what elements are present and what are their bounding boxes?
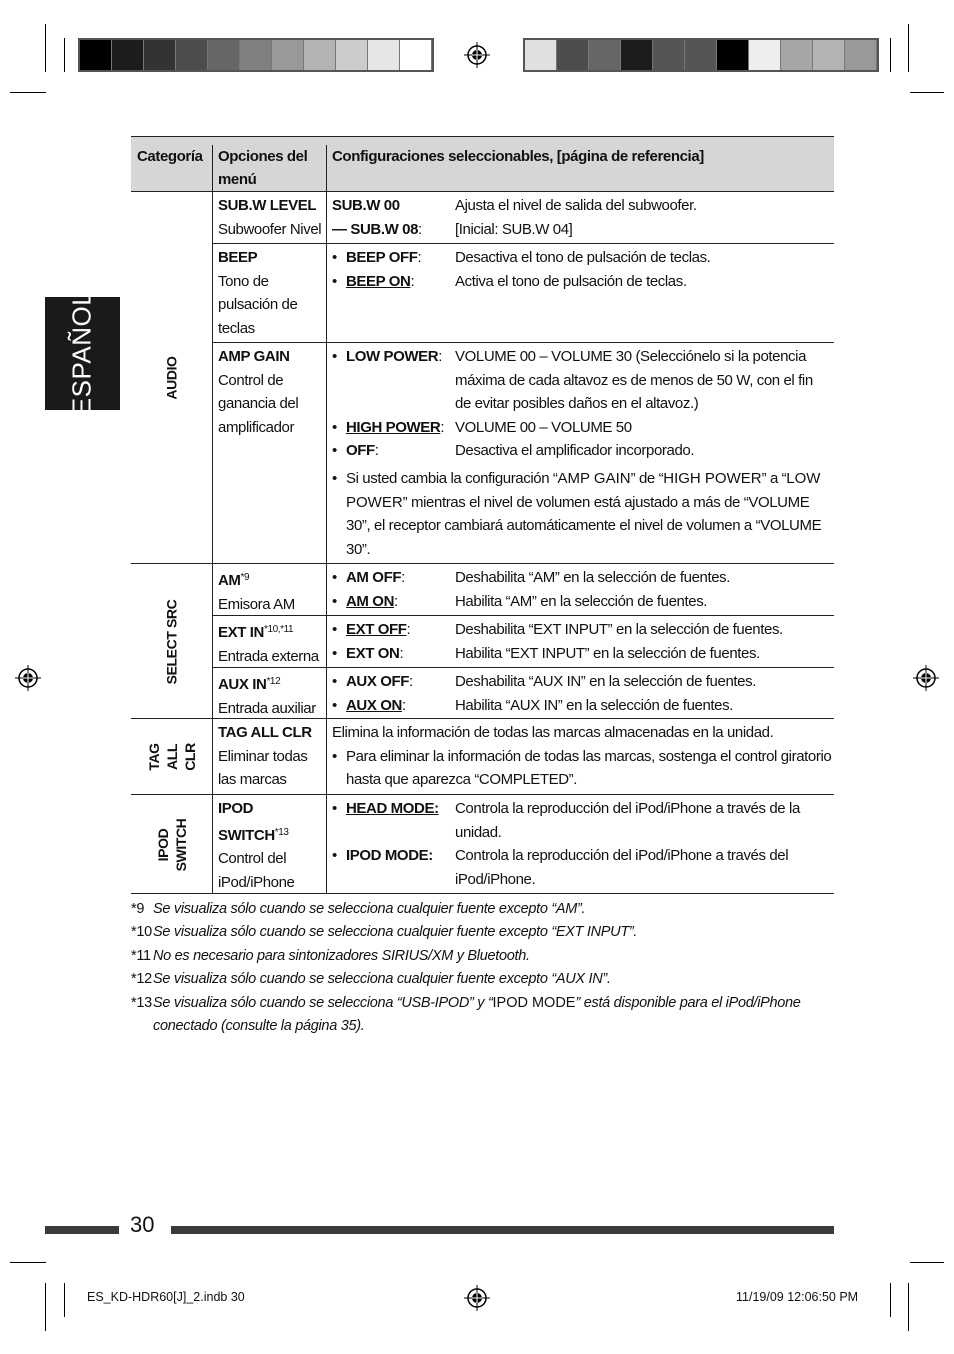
category-ipod-switch: IPOD SWITCH bbox=[154, 818, 189, 871]
color-swatch bbox=[144, 40, 176, 70]
footnote: *12Se visualiza sólo cuando se selecciona cualquier fuente excepto “AUX IN”. bbox=[131, 971, 611, 988]
option-subtitle: Control de ganancia del amplificador bbox=[218, 371, 299, 436]
slug-file: ES_KD-HDR60[J]_2.indb 30 bbox=[87, 1290, 245, 1304]
option-title: BEEP bbox=[218, 249, 258, 266]
category-tag-all-clr: TAG ALL CLR bbox=[145, 743, 198, 771]
color-swatch bbox=[813, 40, 845, 70]
color-swatch bbox=[557, 40, 589, 70]
option-title: AM bbox=[218, 572, 241, 589]
color-swatch bbox=[525, 40, 557, 70]
page-rule-left bbox=[45, 1226, 119, 1234]
table-row: BEEP Tono de pulsación de teclas • BEEP OFF: Desactiva el tono de pulsación de teclas. • BEEP ON: Activa el tono de pulsación de teclas. bbox=[213, 244, 834, 343]
color-swatch bbox=[400, 40, 432, 70]
color-swatch bbox=[653, 40, 685, 70]
color-swatch bbox=[240, 40, 272, 70]
option-title: IPOD SWITCH$^{*13}$ bbox=[218, 800, 289, 844]
registration-mark-icon bbox=[15, 665, 41, 691]
color-swatch bbox=[272, 40, 304, 70]
settings-table bbox=[131, 136, 834, 894]
header-settings: Configuraciones seleccionables, [página de referencia] bbox=[332, 148, 704, 165]
color-swatch bbox=[176, 40, 208, 70]
option-subtitle: Control del iPod/iPhone bbox=[218, 850, 295, 891]
table-row: SUB.W LEVEL Subwoofer Nivel SUB.W 00 Ajusta el nivel de salida del subwoofer. — SUB.W 08: [Inicial: SUB.W 04] bbox=[213, 192, 834, 244]
color-swatch bbox=[336, 40, 368, 70]
header-menu-options: Opciones del menú bbox=[218, 148, 308, 188]
color-swatch bbox=[845, 40, 877, 70]
option-subtitle: Eliminar todas las marcas bbox=[218, 747, 308, 789]
color-swatch bbox=[749, 40, 781, 70]
color-swatch bbox=[621, 40, 653, 70]
slug-date: 11/19/09 12:06:50 PM bbox=[736, 1290, 859, 1304]
select-src-group bbox=[131, 564, 834, 719]
option-title: TAG ALL CLR bbox=[218, 724, 312, 741]
color-bar-right bbox=[523, 38, 879, 72]
option-title: AUX IN bbox=[218, 676, 267, 693]
footnote: *11 No es necesario para sintonizadores SIRIUS/XM y Bluetooth. bbox=[131, 947, 530, 964]
option-subtitle: Entrada externa bbox=[218, 647, 319, 665]
color-swatch bbox=[368, 40, 400, 70]
registration-mark-icon bbox=[464, 1285, 490, 1311]
category-select-src: SELECT SRC bbox=[163, 599, 180, 684]
option-subtitle: Entrada auxiliar bbox=[218, 699, 316, 717]
option-title: AMP GAIN bbox=[218, 348, 290, 365]
registration-mark-icon bbox=[913, 665, 939, 691]
color-swatch bbox=[589, 40, 621, 70]
registration-mark-icon bbox=[464, 42, 490, 68]
option-title: SUB.W LEVEL bbox=[218, 197, 317, 214]
option-title: EXT IN bbox=[218, 624, 264, 641]
amp-gain-note: • Si usted cambia la configuración “AMP GAIN” de “HIGH POWER” a “LOW POWER” mientras el nivel de volumen está ajustado a más de “VOLUME 30”, el receptor cambiará automáticamente el nivel de volumen a “VOLUME 30”. bbox=[332, 467, 832, 561]
ipod-switch-group: IPOD SWITCH IPOD SWITCH$^{*13}$ Control del iPod/iPhone • HEAD MODE: Controla la reproducción del iPod/iPhone a través de la unidad. • IPOD MODE: Controla la reproducción del iPod/iPhone a través del iPod/iPhone. bbox=[131, 795, 834, 894]
page-rule-right bbox=[171, 1226, 834, 1234]
footnote: *10Se visualiza sólo cuando se selecciona cualquier fuente excepto “EXT INPUT”. bbox=[131, 924, 638, 941]
color-swatch bbox=[717, 40, 749, 70]
color-swatch bbox=[304, 40, 336, 70]
footnote: *9 Se visualiza sólo cuando se selecciona cualquier fuente excepto “AM”. bbox=[131, 901, 586, 917]
table-row: AMP GAIN Control de ganancia del amplificador • LOW POWER: VOLUME 00 – VOLUME 30 (Selecciónelo si la potencia máxima de cada altavoz es de menos de 50 W, con el fin de evitar posibles daños en el altavoz.) • HIGH POWER: VOLUME 00 – VOLUME 50 • OFF: Desactiva el amplificador incorporado. • Si usted cambia la configuración “AMP GAIN” de “HIGH POWER” a “LOW POWER” mientras el nivel de volumen está ajustado a más de “VOLUME 30”, el receptor cambiará automáticamente el nivel de volumen a “VOLUME 30”. bbox=[213, 343, 834, 564]
color-swatch bbox=[781, 40, 813, 70]
language-tab-label: ESPAÑOL bbox=[66, 290, 97, 416]
color-swatch bbox=[685, 40, 717, 70]
color-swatch bbox=[80, 40, 112, 70]
table-row: AM$^{*9}$ Emisora AM • AM OFF: Deshabilita “AM” en la selección de fuentes. • AM ON: Habilita “AM” en la selección de fuentes. bbox=[213, 564, 834, 616]
page-number: 30 bbox=[130, 1212, 155, 1237]
footnote: *13Se visualiza sólo cuando se selecciona “USB-IPOD” y “IPOD MODE” está disponible para el iPod/iPhone bbox=[131, 994, 801, 1011]
header-category: Categoría bbox=[137, 148, 203, 165]
option-subtitle: Tono de pulsación de teclas bbox=[218, 272, 298, 337]
category-audio: AUDIO bbox=[163, 356, 180, 400]
color-swatch bbox=[112, 40, 144, 70]
color-swatch bbox=[208, 40, 240, 70]
tag-all-clr-group: TAG ALL CLR TAG ALL CLR Eliminar todas las marcas Elimina la información de todas las marcas almacenadas en la unidad. • Para eliminar la información de todas las marcas, sostenga el control giratorio hasta que aparezca “COMPLETED”. bbox=[131, 719, 834, 795]
footnote-continuation: conectado (consulte la página 35). bbox=[153, 1018, 365, 1035]
table-row: AUX IN$^{*12}$ Entrada auxiliar • AUX OFF: Deshabilita “AUX IN” en la selección de fuentes. • AUX ON: Habilita “AUX IN” en la selección de fuentes. bbox=[213, 668, 834, 719]
table-header-row bbox=[131, 136, 834, 192]
color-bar-left bbox=[78, 38, 434, 72]
table-row: EXT $IN^{*10,*11}$ Entrada externa • EXT OFF: Deshabilita “EXT INPUT” en la selección de fuentes. • EXT ON: Habilita “EXT INPUT” en la selección de fuentes. bbox=[213, 616, 834, 668]
audio-group bbox=[131, 192, 834, 564]
option-subtitle: Emisora AM bbox=[218, 595, 295, 613]
language-tab bbox=[45, 290, 120, 416]
option-subtitle: Subwoofer Nivel bbox=[218, 220, 322, 238]
footnotes bbox=[131, 898, 831, 1038]
